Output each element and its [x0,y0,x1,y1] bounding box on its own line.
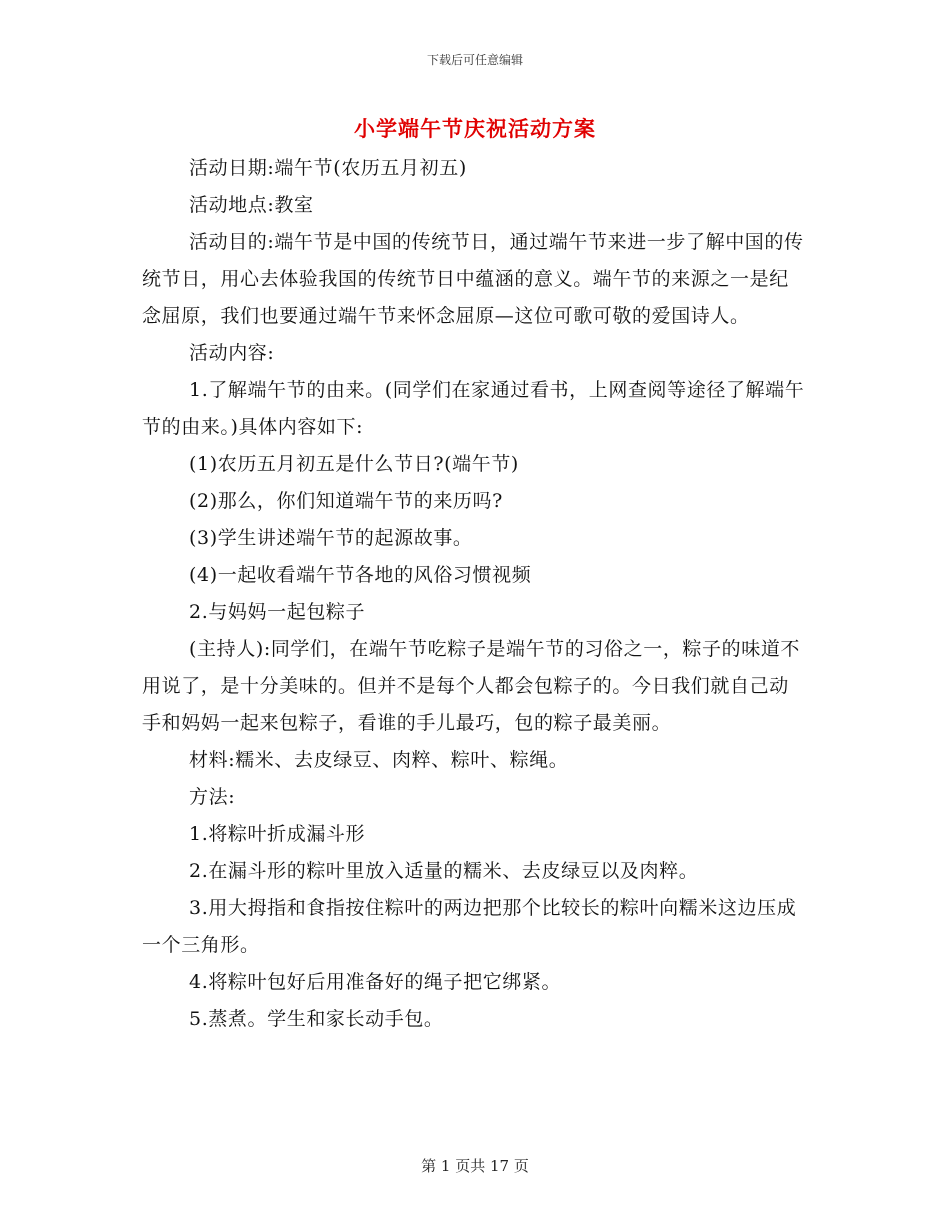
paragraph-step-1: 1.将粽叶折成漏斗形 [189,823,366,845]
paragraph-activity-content-heading: 活动内容: [189,342,275,364]
paragraph-subitem-1: (1)农历五月初五是什么节日?(端午节) [189,453,519,475]
paragraph-subitem-4: (4)一起收看端午节各地的风俗习惯视频 [189,564,532,586]
paragraph-step-3: 3.用大拇指和食指按住粽叶的两边把那个比较长的粽叶向糯米这边压成一个三角形。 [142,897,797,956]
paragraph-activity-location: 活动地点:教室 [189,194,314,216]
paragraph-item-2: 2.与妈妈一起包粽子 [189,601,366,623]
paragraph-materials: 材料:糯米、去皮绿豆、肉粹、粽叶、粽绳。 [189,749,569,771]
paragraph-activity-purpose: 活动目的:端午节是中国的传统节日，通过端午节来进一步了解中国的传统节日，用心去体验我国的传统节日中蕴涵的意义。端午节的来源之一是纪念屈原，我们也要通过端午节来怀念屈原—这位可歌可敬的爱国诗人。 [142,231,804,327]
paragraph-subitem-2: (2)那么，你们知道端午节的来历吗? [189,490,503,512]
page-footer: 第 1 页共 17 页 [421,1157,529,1175]
page-header: 下载后可任意编辑 [426,53,523,67]
document-body [142,150,808,1038]
document-title: 小学端午节庆祝活动方案 [354,116,596,141]
paragraph-step-2: 2.在漏斗形的粽叶里放入适量的糯米、去皮绿豆以及肉粹。 [189,860,699,882]
paragraph-step-5: 5.蒸煮。学生和家长动手包。 [189,1008,444,1030]
paragraph-host-speech: (主持人):同学们，在端午节吃粽子是端午节的习俗之一，粽子的味道不用说了，是十分美味的。但并不是每个人都会包粽子的。今日我们就自己动手和妈妈一起来包粽子，看谁的手儿最巧，包的粽子最美丽。 [142,638,801,734]
paragraph-activity-date: 活动日期:端午节(农历五月初五) [189,157,467,179]
paragraph-method-heading: 方法: [189,786,236,808]
paragraph-item-1: 1.了解端午节的由来。(同学们在家通过看书，上网查阅等途径了解端午节的由来。)具体内容如下: [142,379,805,438]
paragraph-step-4: 4.将粽叶包好后用准备好的绳子把它绑紧。 [189,971,562,993]
paragraph-subitem-3: (3)学生讲述端午节的起源故事。 [189,527,473,549]
